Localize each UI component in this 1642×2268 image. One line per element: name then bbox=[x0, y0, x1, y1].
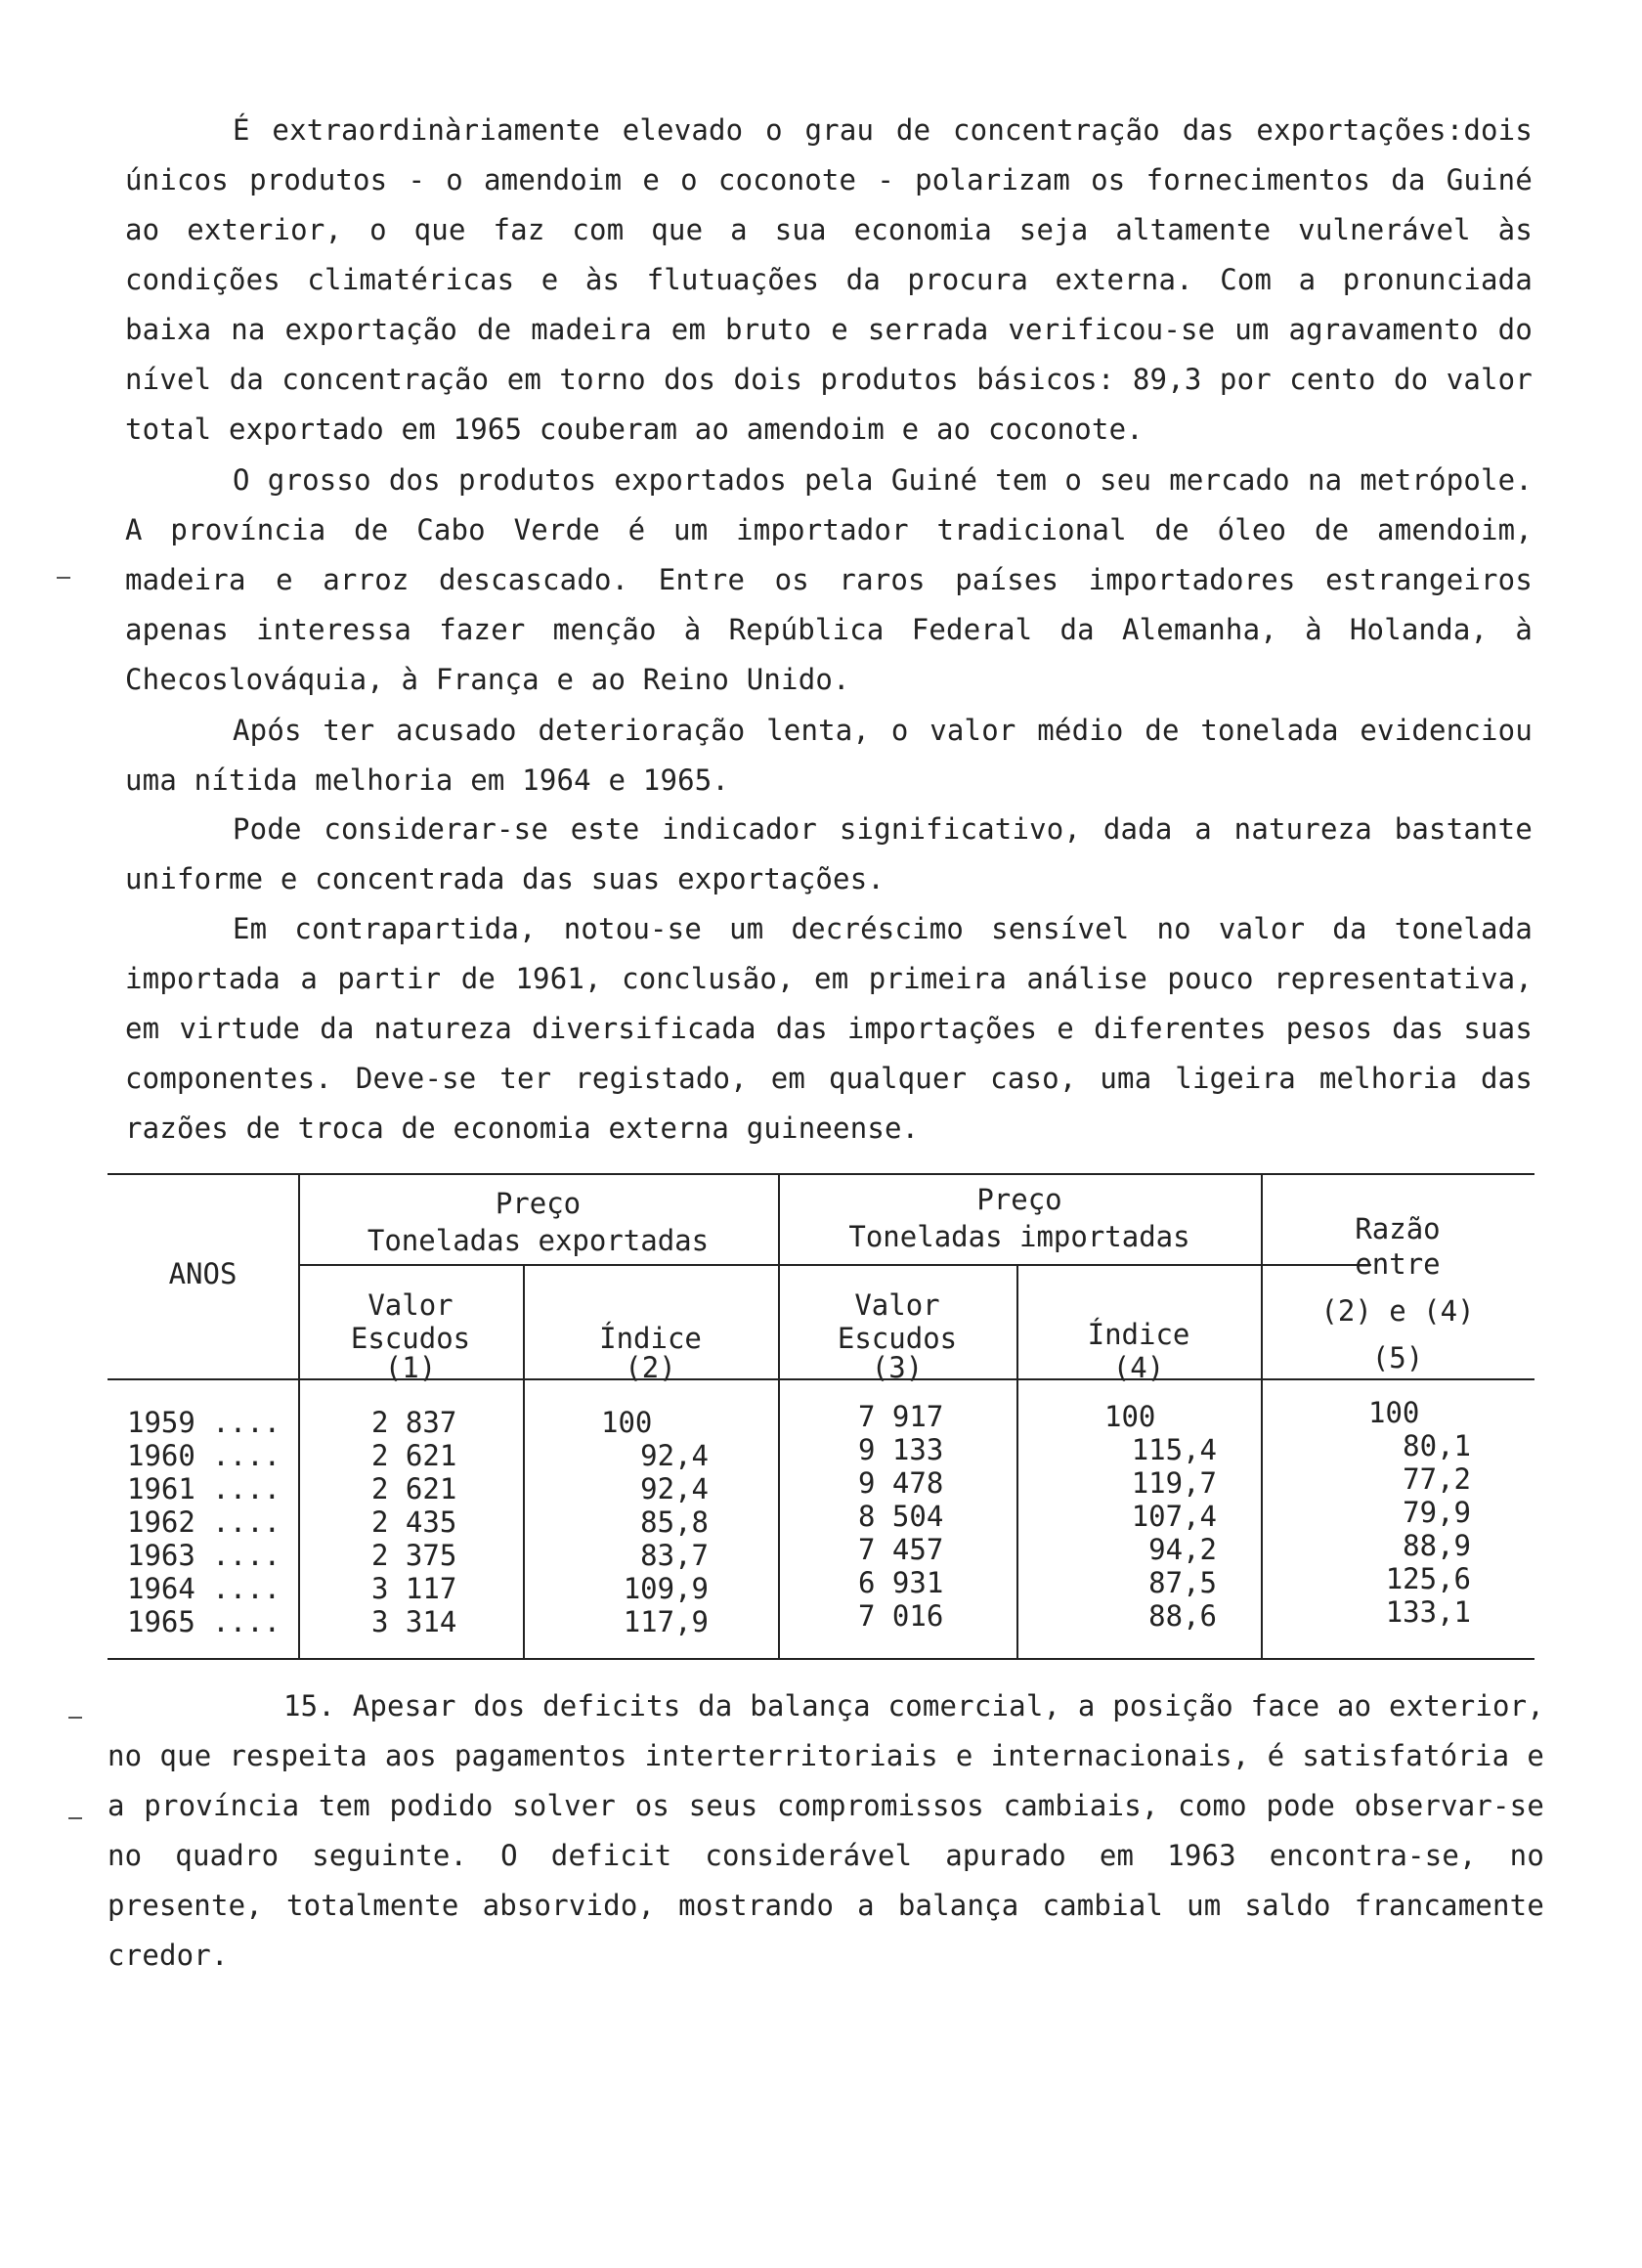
header-anos: ANOS bbox=[168, 1257, 238, 1290]
ratio-cell: 79,9 bbox=[1403, 1496, 1471, 1529]
header-col3-escudos: Escudos bbox=[837, 1322, 958, 1355]
ratio-cell: 88,9 bbox=[1403, 1529, 1471, 1562]
header-col2-indice: Índice bbox=[599, 1322, 702, 1355]
table-top-rule bbox=[108, 1173, 1534, 1175]
year-cell: 1963 .... bbox=[127, 1539, 281, 1572]
export-value-cell: 2 837 bbox=[371, 1406, 457, 1439]
export-value-cell: 2 621 bbox=[371, 1439, 457, 1472]
header-razao: Razão bbox=[1355, 1212, 1441, 1245]
paragraph-imports: Em contrapartida, notou-se um decréscimo sensível no valor da tonelada importada a partir de 1961, conclusão, em primeira análise pouco representativa, em virtude da natureza diversificada das importações e diferentes pesos das suas componentes. Deve-se ter registado, em qualquer caso, uma ligeira melhoria das razões de troca de economia externa guineense. bbox=[125, 912, 1533, 1145]
year-cell: 1959 .... bbox=[127, 1406, 281, 1439]
column-export-index bbox=[601, 1406, 709, 1638]
export-index-cell: 117,9 bbox=[623, 1605, 709, 1638]
import-value-cell: 9 133 bbox=[858, 1433, 944, 1466]
ratio-cell: 125,6 bbox=[1385, 1562, 1471, 1595]
import-index-cell: 94,2 bbox=[1148, 1533, 1217, 1566]
year-cell: 1960 .... bbox=[127, 1439, 281, 1472]
column-import-value bbox=[858, 1400, 1005, 1633]
export-value-cell: 3 314 bbox=[371, 1605, 457, 1638]
import-value-cell: 7 016 bbox=[858, 1599, 944, 1633]
header-razao-num: (5) bbox=[1371, 1341, 1424, 1374]
export-index-cell: 92,4 bbox=[640, 1472, 709, 1505]
header-import-tons: Toneladas importadas bbox=[848, 1220, 1190, 1253]
price-index-table bbox=[108, 1173, 1534, 1662]
export-index-cell: 100 bbox=[601, 1406, 653, 1439]
header-col3-num: (3) bbox=[871, 1351, 924, 1384]
import-index-cell: 115,4 bbox=[1131, 1433, 1217, 1466]
column-import-index bbox=[1104, 1400, 1217, 1633]
margin-mark bbox=[57, 577, 70, 579]
header-col3-valor: Valor bbox=[854, 1288, 940, 1322]
import-index-cell: 119,7 bbox=[1131, 1466, 1217, 1500]
export-index-cell: 109,9 bbox=[623, 1572, 709, 1605]
header-export-price: Preço bbox=[495, 1187, 582, 1220]
paragraph-balance: 15. Apesar dos deficits da balança comercial, a posição face ao exterior, no que respeita aos pagamentos interterritoriais e internacionais, é satisfatória e a província tem podido solver os seus compromissos cambiais, como pode observar-se no quadro seguinte. O deficit considerável apurado em 1963 encontra-se, no presente, totalmente absorvido, mostrando a balança cambial um saldo francamente credor. bbox=[108, 1689, 1544, 1972]
import-value-cell: 7 457 bbox=[858, 1533, 944, 1566]
paragraph-indicator: Pode considerar-se este indicador significativo, dada a natureza bastante uniforme e concentrada das suas exportações. bbox=[125, 812, 1533, 895]
table-bottom-rule bbox=[108, 1658, 1534, 1660]
margin-mark bbox=[68, 1817, 82, 1819]
ratio-cell: 77,2 bbox=[1403, 1462, 1471, 1496]
import-index-cell: 107,4 bbox=[1131, 1500, 1217, 1533]
import-value-cell: 6 931 bbox=[858, 1566, 944, 1599]
ratio-cell: 100 bbox=[1368, 1396, 1420, 1429]
export-value-cell: 2 621 bbox=[371, 1472, 457, 1505]
import-value-cell: 8 504 bbox=[858, 1500, 944, 1533]
column-years bbox=[127, 1406, 298, 1638]
header-import-price: Preço bbox=[976, 1183, 1062, 1216]
header-export-tons: Toneladas exportadas bbox=[367, 1224, 710, 1257]
year-cell: 1962 .... bbox=[127, 1505, 281, 1539]
ratio-cell: 80,1 bbox=[1403, 1429, 1471, 1462]
column-ratio bbox=[1368, 1396, 1471, 1629]
table-group-rule bbox=[298, 1264, 1371, 1266]
import-value-cell: 9 478 bbox=[858, 1466, 944, 1500]
header-col4-num: (4) bbox=[1112, 1351, 1165, 1384]
export-index-cell: 83,7 bbox=[640, 1539, 709, 1572]
header-col1-valor: Valor bbox=[367, 1288, 454, 1322]
column-export-value bbox=[371, 1406, 518, 1638]
export-index-cell: 92,4 bbox=[640, 1439, 709, 1472]
header-col4-indice: Índice bbox=[1087, 1318, 1190, 1351]
paragraph-markets: O grosso dos produtos exportados pela Guiné tem o seu mercado na metrópole. A província de Cabo Verde é um importador tradicional de óleo de amendoim, madeira e arroz descascado. Entre os raros países importadores estrangeiros apenas interessa fazer menção à República Federal da Alemanha, à Holanda, à Checoslováquia, à França e ao Reino Unido. bbox=[125, 463, 1533, 696]
paragraph-ton-value: Após ter acusado deterioração lenta, o valor médio de tonelada evidenciou uma nítida melhoria em 1964 e 1965. bbox=[125, 714, 1533, 797]
header-razao-entre: entre bbox=[1355, 1247, 1441, 1281]
header-col1-num: (1) bbox=[384, 1351, 437, 1384]
header-col2-num: (2) bbox=[625, 1351, 676, 1384]
year-cell: 1961 .... bbox=[127, 1472, 281, 1505]
header-razao-ratio: (2) e (4) bbox=[1320, 1294, 1475, 1328]
import-index-cell: 87,5 bbox=[1148, 1566, 1217, 1599]
header-col1-escudos: Escudos bbox=[350, 1322, 471, 1355]
year-cell: 1965 .... bbox=[127, 1605, 281, 1638]
ratio-cell: 133,1 bbox=[1385, 1595, 1471, 1629]
paragraph-concentration: É extraordinàriamente elevado o grau de concentração das exportações:dois únicos produtos - o amendoim e o coconote - polarizam os fornecimentos da Guiné ao exterior, o que faz com que a sua economia seja altamente vulnerável às condições climatéricas e às flutuações da procura externa. Com a pronunciada baixa na exportação de madeira em bruto e serrada verificou-se um agravamento do nível da concentração em torno dos dois produtos básicos: 89,3 por cento do valor total exportado em 1965 couberam ao amendoim e ao coconote. bbox=[125, 113, 1533, 446]
export-index-cell: 85,8 bbox=[640, 1505, 709, 1539]
export-value-cell: 2 375 bbox=[371, 1539, 457, 1572]
table-vrule-import bbox=[1261, 1173, 1263, 1660]
export-value-cell: 3 117 bbox=[371, 1572, 457, 1605]
import-index-cell: 100 bbox=[1104, 1400, 1156, 1433]
import-index-cell: 88,6 bbox=[1148, 1599, 1217, 1633]
year-cell: 1964 .... bbox=[127, 1572, 281, 1605]
export-value-cell: 2 435 bbox=[371, 1505, 457, 1539]
margin-mark bbox=[68, 1717, 82, 1719]
import-value-cell: 7 917 bbox=[858, 1400, 944, 1433]
